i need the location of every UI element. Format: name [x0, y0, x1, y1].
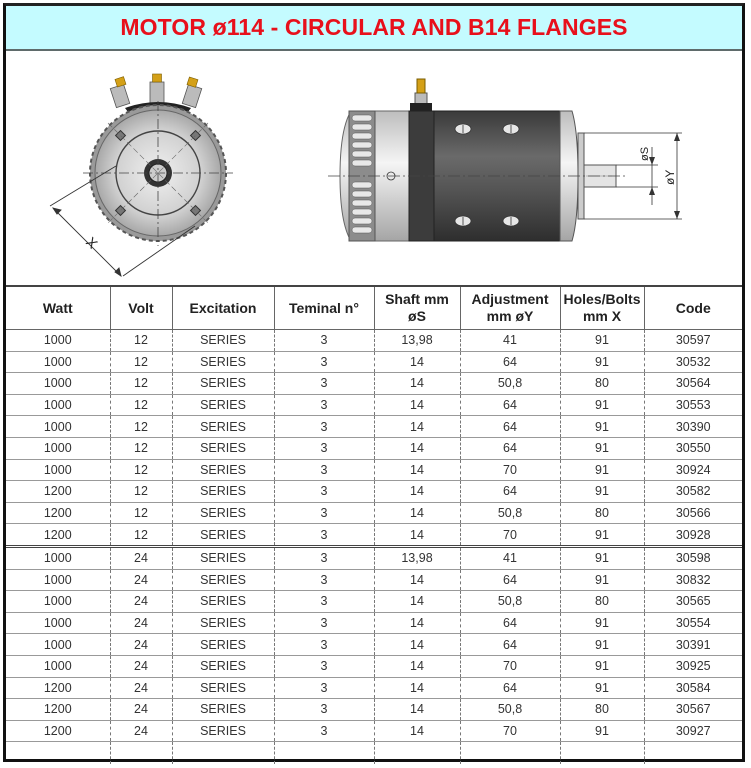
cell-terminal: 3 — [274, 569, 374, 591]
cell-volt: 24 — [110, 655, 172, 677]
cell-code: 30532 — [644, 351, 742, 373]
cell-holes-bolts: 80 — [560, 502, 644, 524]
motor-drawings — [6, 51, 742, 287]
cell-code: 30925 — [644, 655, 742, 677]
column-header-holes-bolts: Holes/Bolts mm X — [560, 287, 644, 330]
cell-code: 30567 — [644, 699, 742, 721]
cell-code: 30554 — [644, 612, 742, 634]
cell-terminal: 3 — [274, 351, 374, 373]
cell-excitation: SERIES — [172, 634, 274, 656]
cell-code: 30597 — [644, 330, 742, 352]
cell-empty — [110, 742, 172, 765]
cell-shaft: 14 — [374, 502, 460, 524]
cell-terminal: 3 — [274, 591, 374, 613]
cell-adjustment: 64 — [460, 569, 560, 591]
cell-terminal: 3 — [274, 720, 374, 742]
cell-volt: 24 — [110, 569, 172, 591]
cell-watt: 1000 — [6, 351, 110, 373]
cell-terminal: 3 — [274, 416, 374, 438]
cell-shaft: 14 — [374, 459, 460, 481]
cell-excitation: SERIES — [172, 416, 274, 438]
cell-volt: 12 — [110, 330, 172, 352]
cell-shaft: 14 — [374, 569, 460, 591]
cell-volt: 24 — [110, 612, 172, 634]
cell-terminal: 3 — [274, 634, 374, 656]
cell-adjustment: 64 — [460, 416, 560, 438]
cell-terminal: 3 — [274, 437, 374, 459]
cell-code: 30584 — [644, 677, 742, 699]
cell-volt: 24 — [110, 634, 172, 656]
cell-shaft: 14 — [374, 612, 460, 634]
cell-holes-bolts: 91 — [560, 437, 644, 459]
cell-adjustment: 70 — [460, 655, 560, 677]
cell-adjustment: 64 — [460, 481, 560, 503]
cell-watt: 1200 — [6, 502, 110, 524]
cell-excitation: SERIES — [172, 655, 274, 677]
cell-empty — [644, 742, 742, 765]
title-bar — [6, 6, 742, 51]
cell-watt: 1000 — [6, 416, 110, 438]
cell-excitation: SERIES — [172, 459, 274, 481]
cell-holes-bolts: 80 — [560, 373, 644, 395]
cell-volt: 24 — [110, 699, 172, 721]
cell-adjustment: 64 — [460, 677, 560, 699]
cell-watt: 1200 — [6, 524, 110, 547]
cell-volt: 12 — [110, 351, 172, 373]
table-row — [6, 591, 742, 613]
cell-shaft: 14 — [374, 655, 460, 677]
cell-excitation: SERIES — [172, 481, 274, 503]
table-row — [6, 437, 742, 459]
cell-excitation: SERIES — [172, 394, 274, 416]
shaft-diameter-label: øS — [639, 146, 651, 161]
cell-empty — [6, 742, 110, 765]
cell-code: 30553 — [644, 394, 742, 416]
cell-shaft: 14 — [374, 373, 460, 395]
cell-excitation: SERIES — [172, 351, 274, 373]
cell-watt: 1200 — [6, 720, 110, 742]
cell-watt: 1000 — [6, 394, 110, 416]
cell-volt: 24 — [110, 677, 172, 699]
cell-terminal: 3 — [274, 612, 374, 634]
cell-adjustment: 64 — [460, 351, 560, 373]
cell-excitation: SERIES — [172, 524, 274, 547]
table-row — [6, 373, 742, 395]
cell-watt: 1000 — [6, 546, 110, 569]
cell-adjustment: 64 — [460, 634, 560, 656]
cell-volt: 12 — [110, 502, 172, 524]
dimension-x-label: X — [83, 233, 101, 252]
cell-holes-bolts: 91 — [560, 524, 644, 547]
cell-watt: 1000 — [6, 330, 110, 352]
cell-volt: 24 — [110, 546, 172, 569]
cell-watt: 1000 — [6, 612, 110, 634]
cell-empty — [374, 742, 460, 765]
motor-front-view-drawing — [33, 66, 263, 291]
cell-volt: 12 — [110, 373, 172, 395]
cell-excitation: SERIES — [172, 330, 274, 352]
cell-holes-bolts: 91 — [560, 720, 644, 742]
column-header-shaft: Shaft mm øS — [374, 287, 460, 330]
table-row — [6, 394, 742, 416]
cell-shaft: 14 — [374, 634, 460, 656]
cell-holes-bolts: 91 — [560, 394, 644, 416]
cell-holes-bolts: 91 — [560, 546, 644, 569]
cell-watt: 1200 — [6, 677, 110, 699]
cell-excitation: SERIES — [172, 612, 274, 634]
cell-code: 30566 — [644, 502, 742, 524]
cell-code: 30928 — [644, 524, 742, 547]
cell-shaft: 14 — [374, 677, 460, 699]
cell-code: 30598 — [644, 546, 742, 569]
cell-excitation: SERIES — [172, 677, 274, 699]
cell-watt: 1000 — [6, 655, 110, 677]
table-row — [6, 569, 742, 591]
cell-adjustment: 41 — [460, 546, 560, 569]
column-header-code: Code — [644, 287, 742, 330]
table-row — [6, 655, 742, 677]
cell-volt: 12 — [110, 481, 172, 503]
table-row — [6, 546, 742, 569]
cell-shaft: 14 — [374, 524, 460, 547]
cell-shaft: 14 — [374, 699, 460, 721]
cell-code: 30390 — [644, 416, 742, 438]
cell-terminal: 3 — [274, 394, 374, 416]
cell-holes-bolts: 91 — [560, 612, 644, 634]
cell-excitation: SERIES — [172, 546, 274, 569]
cell-terminal: 3 — [274, 699, 374, 721]
column-header-watt: Watt — [6, 287, 110, 330]
cell-terminal: 3 — [274, 459, 374, 481]
table-row — [6, 502, 742, 524]
datasheet-frame — [3, 3, 745, 762]
table-row — [6, 481, 742, 503]
cell-terminal: 3 — [274, 546, 374, 569]
cell-shaft: 13,98 — [374, 546, 460, 569]
cell-adjustment: 50,8 — [460, 502, 560, 524]
cell-empty — [460, 742, 560, 765]
table-body — [6, 330, 742, 765]
cell-adjustment: 50,8 — [460, 373, 560, 395]
cell-watt: 1200 — [6, 699, 110, 721]
table-row — [6, 524, 742, 547]
cell-volt: 12 — [110, 394, 172, 416]
cell-terminal: 3 — [274, 330, 374, 352]
cell-shaft: 14 — [374, 481, 460, 503]
cell-watt: 1000 — [6, 591, 110, 613]
motor-side-view-drawing — [316, 73, 696, 263]
cell-watt: 1000 — [6, 634, 110, 656]
cell-adjustment: 70 — [460, 720, 560, 742]
cell-excitation: SERIES — [172, 502, 274, 524]
cell-excitation: SERIES — [172, 437, 274, 459]
cell-watt: 1000 — [6, 437, 110, 459]
table-row — [6, 416, 742, 438]
cell-empty — [560, 742, 644, 765]
cell-terminal: 3 — [274, 655, 374, 677]
table-row — [6, 459, 742, 481]
cell-terminal: 3 — [274, 373, 374, 395]
cell-watt: 1000 — [6, 459, 110, 481]
cell-holes-bolts: 91 — [560, 569, 644, 591]
column-header-volt: Volt — [110, 287, 172, 330]
cell-code: 30927 — [644, 720, 742, 742]
cell-empty — [172, 742, 274, 765]
cell-holes-bolts: 91 — [560, 655, 644, 677]
cell-holes-bolts: 91 — [560, 459, 644, 481]
cell-shaft: 14 — [374, 351, 460, 373]
cell-holes-bolts: 91 — [560, 416, 644, 438]
table-row — [6, 699, 742, 721]
cell-excitation: SERIES — [172, 591, 274, 613]
cell-adjustment: 70 — [460, 524, 560, 547]
cell-terminal: 3 — [274, 481, 374, 503]
cell-watt: 1200 — [6, 481, 110, 503]
cell-holes-bolts: 80 — [560, 591, 644, 613]
cell-code: 30564 — [644, 373, 742, 395]
cell-adjustment: 64 — [460, 437, 560, 459]
cell-code: 30832 — [644, 569, 742, 591]
cell-volt: 12 — [110, 437, 172, 459]
cell-watt: 1000 — [6, 569, 110, 591]
column-header-terminal: Teminal n° — [274, 287, 374, 330]
cell-adjustment: 50,8 — [460, 699, 560, 721]
cell-volt: 24 — [110, 591, 172, 613]
column-header-adjustment: Adjustment mm øY — [460, 287, 560, 330]
cell-excitation: SERIES — [172, 699, 274, 721]
cell-terminal: 3 — [274, 677, 374, 699]
cell-code: 30582 — [644, 481, 742, 503]
table-row — [6, 677, 742, 699]
cell-shaft: 14 — [374, 416, 460, 438]
cell-excitation: SERIES — [172, 569, 274, 591]
cell-shaft: 14 — [374, 591, 460, 613]
cell-code: 30550 — [644, 437, 742, 459]
cell-holes-bolts: 91 — [560, 351, 644, 373]
motor-spec-table — [6, 287, 742, 764]
table-row — [6, 351, 742, 373]
cell-adjustment: 70 — [460, 459, 560, 481]
table-row — [6, 330, 742, 352]
cell-adjustment: 64 — [460, 612, 560, 634]
cell-code: 30924 — [644, 459, 742, 481]
cell-terminal: 3 — [274, 524, 374, 547]
cell-shaft: 14 — [374, 720, 460, 742]
cell-adjustment: 50,8 — [460, 591, 560, 613]
cell-shaft: 13,98 — [374, 330, 460, 352]
cell-shaft: 14 — [374, 437, 460, 459]
cell-empty — [274, 742, 374, 765]
cell-holes-bolts: 91 — [560, 481, 644, 503]
cell-excitation: SERIES — [172, 373, 274, 395]
cell-holes-bolts: 80 — [560, 699, 644, 721]
cell-excitation: SERIES — [172, 720, 274, 742]
cell-adjustment: 41 — [460, 330, 560, 352]
page-title: MOTOR ø114 - CIRCULAR AND B14 FLANGES — [120, 14, 628, 40]
cell-volt: 12 — [110, 416, 172, 438]
table-row — [6, 612, 742, 634]
cell-holes-bolts: 91 — [560, 677, 644, 699]
adjustment-diameter-label: øY — [663, 169, 677, 185]
cell-shaft: 14 — [374, 394, 460, 416]
table-header-row — [6, 287, 742, 330]
cell-adjustment: 64 — [460, 394, 560, 416]
cell-volt: 12 — [110, 459, 172, 481]
table-row — [6, 720, 742, 742]
column-header-excitation: Excitation — [172, 287, 274, 330]
cell-watt: 1000 — [6, 373, 110, 395]
table-row — [6, 634, 742, 656]
cell-code: 30565 — [644, 591, 742, 613]
cell-code: 30391 — [644, 634, 742, 656]
cell-terminal: 3 — [274, 502, 374, 524]
cell-holes-bolts: 91 — [560, 330, 644, 352]
cell-holes-bolts: 91 — [560, 634, 644, 656]
cell-volt: 24 — [110, 720, 172, 742]
table-row-empty — [6, 742, 742, 765]
cell-volt: 12 — [110, 524, 172, 547]
